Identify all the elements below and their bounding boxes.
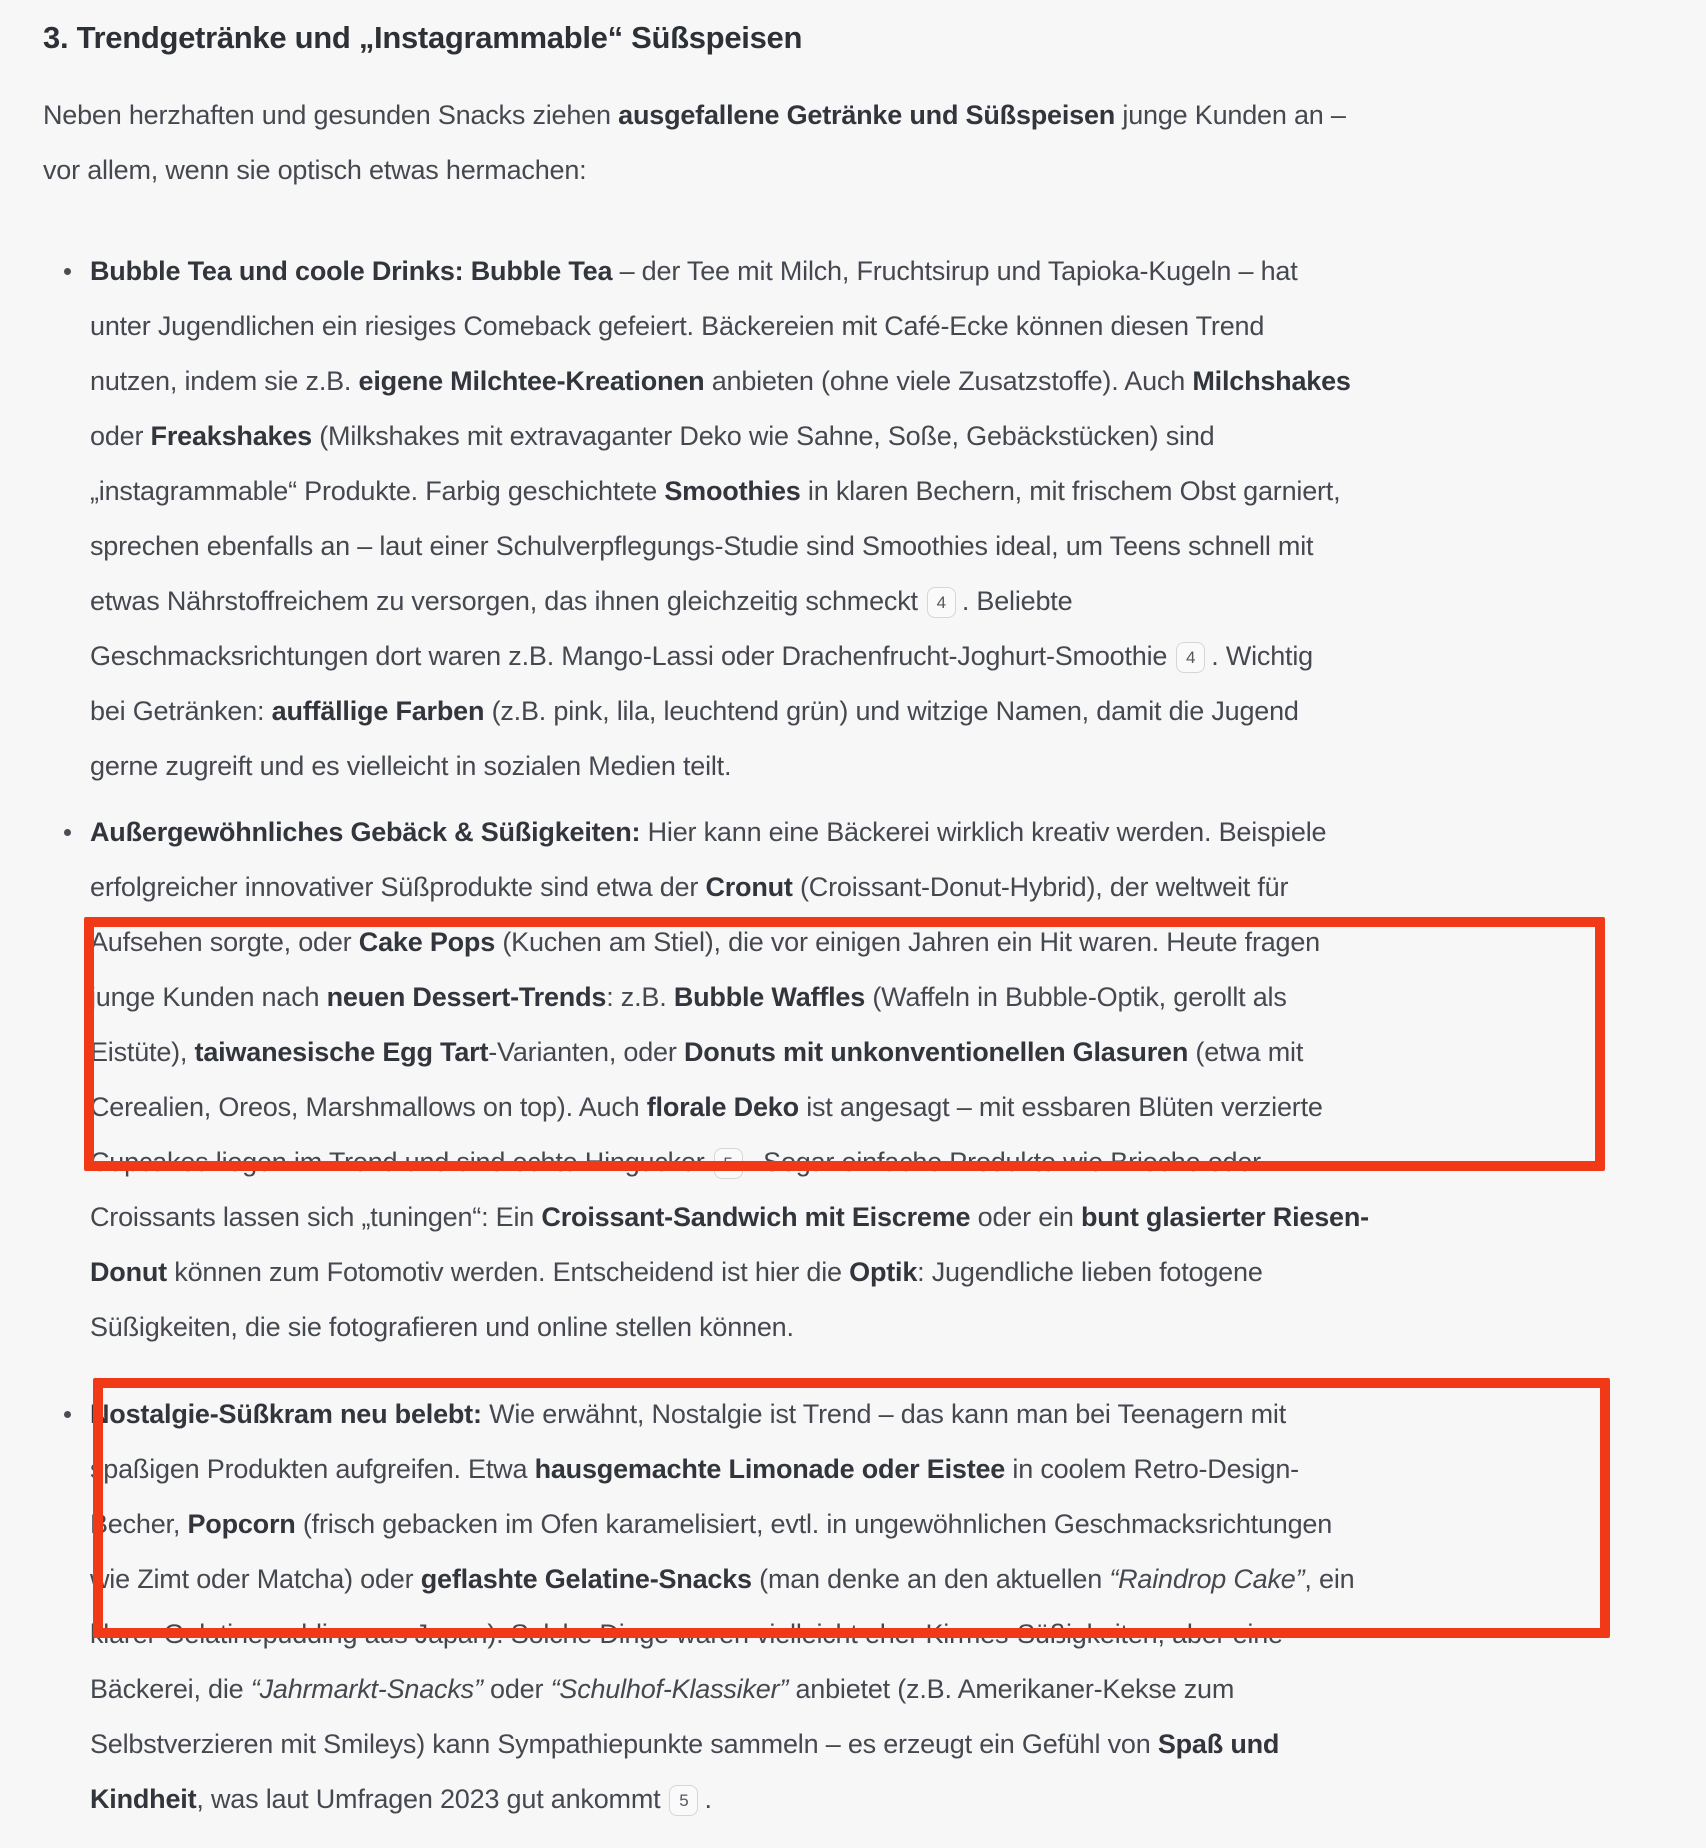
- list-item-bubble-tea: [43, 244, 1503, 794]
- text-line: [90, 684, 1503, 739]
- bullet-list: [43, 244, 1503, 1827]
- text-line: [90, 1190, 1503, 1245]
- text-run: in coolem Retro-Design-: [1005, 1454, 1299, 1484]
- citation-badge[interactable]: 4: [927, 587, 956, 618]
- italic-text: “Schulhof-Klassiker”: [550, 1674, 789, 1704]
- text-run: – der Tee mit Milch, Fruchtsirup und Tapioka-Kugeln – hat: [612, 256, 1298, 286]
- text-run: Becher,: [90, 1509, 188, 1539]
- text-line: [90, 464, 1503, 519]
- text-line: [90, 1387, 1503, 1442]
- text-line: [90, 1135, 1503, 1190]
- section-heading: 3. Trendgetränke und „Instagrammable“ Süßspeisen: [43, 20, 803, 55]
- citation-badge[interactable]: 5: [714, 1148, 743, 1179]
- list-item-gebaeck: [43, 805, 1503, 1355]
- text-run: unter Jugendlichen ein riesiges Comeback gefeiert. Bäckereien mit Café-Ecke können diesen Trend: [90, 311, 1265, 341]
- citation-badge[interactable]: 5: [669, 1785, 698, 1816]
- list-item-text: [90, 244, 1503, 794]
- list-item-nostalgie: [43, 1387, 1503, 1827]
- text-line: [90, 1552, 1503, 1607]
- text-line: [90, 1662, 1503, 1717]
- text-run: nutzen, indem sie z.B.: [90, 366, 359, 396]
- text-run: „instagrammable“ Produkte. Farbig geschichtete: [90, 476, 665, 506]
- text-run: ist angesagt – mit essbaren Blüten verzierte: [798, 1092, 1323, 1122]
- text-run: Wie erwähnt, Nostalgie ist Trend – das kann man bei Teenagern mit: [481, 1399, 1287, 1429]
- bold-text: taiwanesische Egg Tart: [194, 1037, 489, 1067]
- text-run: Geschmacksrichtungen dort waren z.B. Mango-Lassi oder Drachenfrucht-Joghurt-Smoothie: [90, 641, 1168, 671]
- text-line: [90, 1300, 1503, 1355]
- text-run: : Jugendliche lieben fotogene: [917, 1257, 1263, 1287]
- text-run: können zum Fotomotiv werden. Entscheidend ist hier die: [166, 1257, 850, 1287]
- bold-text: auffällige Farben: [271, 696, 485, 726]
- bullet-icon: [64, 268, 71, 275]
- list-item-text: [90, 805, 1503, 1355]
- text-run: .: [704, 1784, 712, 1814]
- bold-text: eigene Milchtee-Kreationen: [358, 366, 705, 396]
- text-run: Neben herzhaften und gesunden Snacks ziehen: [43, 100, 619, 130]
- text-line: [90, 1025, 1503, 1080]
- text-run: (Waffeln in Bubble-Optik, gerollt als: [865, 982, 1287, 1012]
- text-run: Aufsehen sorgte, oder: [90, 927, 359, 957]
- text-run: -Varianten, oder: [488, 1037, 684, 1067]
- text-run: oder: [482, 1674, 551, 1704]
- bold-text: Popcorn: [187, 1509, 296, 1539]
- text-run: junge Kunden nach: [90, 982, 327, 1012]
- bold-text: Cronut: [705, 872, 793, 902]
- list-item-text: [90, 1387, 1503, 1827]
- text-line: [90, 1772, 1503, 1827]
- bold-text: Donuts mit unkonventionellen Glasuren: [683, 1037, 1189, 1067]
- text-run: vor allem, wenn sie optisch etwas hermachen:: [43, 155, 587, 185]
- text-line: [90, 739, 1503, 794]
- text-line: [43, 88, 1503, 143]
- text-run: anbietet (z.B. Amerikaner-Kekse zum: [788, 1674, 1235, 1704]
- text-line: [90, 519, 1503, 574]
- text-line: [90, 574, 1503, 629]
- text-line: [90, 915, 1503, 970]
- text-line: [90, 970, 1503, 1025]
- text-line: [90, 1080, 1503, 1135]
- bold-text: florale Deko: [646, 1092, 799, 1122]
- text-run: (Kuchen am Stiel), die vor einigen Jahren ein Hit waren. Heute fragen: [495, 927, 1320, 957]
- bold-text: Bubble Tea und coole Drinks: Bubble Tea: [90, 256, 613, 286]
- bullet-icon: [64, 1411, 71, 1418]
- bold-text: Donut: [90, 1257, 167, 1287]
- text-run: : z.B.: [606, 982, 674, 1012]
- text-run: . Beliebte: [961, 586, 1073, 616]
- text-run: in klaren Bechern, mit frischem Obst garniert,: [800, 476, 1341, 506]
- bold-text: Cake Pops: [358, 927, 496, 957]
- text-run: , was laut Umfragen 2023 gut ankommt: [196, 1784, 661, 1814]
- text-run: . Wichtig: [1211, 641, 1313, 671]
- text-run: Hier kann eine Bäckerei wirklich kreativ werden. Beispiele: [640, 817, 1327, 847]
- text-line: [90, 1717, 1503, 1772]
- bold-text: hausgemachte Limonade oder Eistee: [534, 1454, 1006, 1484]
- text-run: Cupcakes liegen im Trend und sind echte Hingucker: [90, 1147, 705, 1177]
- text-run: bei Getränken:: [90, 696, 272, 726]
- bold-text: bunt glasierter Riesen-: [1080, 1202, 1369, 1232]
- text-run: , ein: [1304, 1564, 1355, 1594]
- text-run: sprechen ebenfalls an – laut einer Schulverpflegungs-Studie sind Smoothies ideal, um Teens schnell mit: [90, 531, 1314, 561]
- text-run: (z.B. pink, lila, leuchtend grün) und witzige Namen, damit die Jugend: [484, 696, 1299, 726]
- bold-text: Bubble Waffles: [673, 982, 866, 1012]
- bold-text: Optik: [849, 1257, 918, 1287]
- text-run: Croissants lassen sich „tuningen“: Ein: [90, 1202, 542, 1232]
- text-run: anbieten (ohne viele Zusatzstoffe). Auch: [704, 366, 1193, 396]
- text-run: (man denke an den aktuellen: [751, 1564, 1110, 1594]
- text-run: Cerealien, Oreos, Marshmallows on top). Auch: [90, 1092, 647, 1122]
- text-line: [90, 629, 1503, 684]
- bold-text: Spaß und: [1157, 1729, 1280, 1759]
- text-run: wie Zimt oder Matcha) oder: [90, 1564, 421, 1594]
- text-run: spaßigen Produkten aufgreifen. Etwa: [90, 1454, 535, 1484]
- text-run: Bäckerei, die: [90, 1674, 251, 1704]
- text-run: oder: [90, 421, 151, 451]
- text-run: erfolgreicher innovativer Süßprodukte sind etwa der: [90, 872, 706, 902]
- bold-text: Kindheit: [90, 1784, 197, 1814]
- text-line: [90, 805, 1503, 860]
- text-line: [90, 409, 1503, 464]
- text-run: (Croissant-Donut-Hybrid), der weltweit für: [792, 872, 1289, 902]
- text-run: gerne zugreift und es vielleicht in sozialen Medien teilt.: [90, 751, 732, 781]
- bold-text: ausgefallene Getränke und Süßspeisen: [618, 100, 1116, 130]
- text-run: Selbstverzieren mit Smileys) kann Sympathiepunkte sammeln – es erzeugt ein Gefühl von: [90, 1729, 1158, 1759]
- bold-text: Freakshakes: [150, 421, 312, 451]
- text-run: Eistüte),: [90, 1037, 195, 1067]
- bold-text: Außergewöhnliches Gebäck & Süßigkeiten:: [90, 817, 641, 847]
- text-line: [90, 244, 1503, 299]
- text-run: oder ein: [970, 1202, 1081, 1232]
- italic-text: “Raindrop Cake”: [1109, 1564, 1305, 1594]
- intro-paragraph: [43, 88, 1503, 198]
- bullet-icon: [64, 829, 71, 836]
- text-line: [90, 1245, 1503, 1300]
- text-line: [90, 860, 1503, 915]
- text-run: (etwa mit: [1188, 1037, 1304, 1067]
- text-line: [43, 143, 1503, 198]
- text-run: junge Kunden an –: [1115, 100, 1346, 130]
- italic-text: “Jahrmarkt-Snacks”: [250, 1674, 483, 1704]
- text-run: etwas Nährstoffreichem zu versorgen, das ihnen gleichzeitig schmeckt: [90, 586, 918, 616]
- bold-text: Nostalgie-Süßkram neu belebt:: [90, 1399, 482, 1429]
- text-line: [90, 1442, 1503, 1497]
- citation-badge[interactable]: 4: [1176, 642, 1205, 673]
- text-line: [90, 299, 1503, 354]
- text-run: (frisch gebacken im Ofen karamelisiert, evtl. in ungewöhnlichen Geschmacksrichtungen: [295, 1509, 1333, 1539]
- bold-text: neuen Dessert-Trends: [326, 982, 607, 1012]
- text-run: . Sogar einfache Produkte wie Brioche oder: [748, 1147, 1261, 1177]
- text-run: klarer Gelatinepudding aus Japan). Solche Dinge waren vielleicht eher Kirmes-Süßigkeiten, aber eine: [90, 1619, 1283, 1649]
- bold-text: Smoothies: [664, 476, 801, 506]
- text-line: [90, 1607, 1503, 1662]
- text-line: [90, 1497, 1503, 1552]
- text-line: [90, 354, 1503, 409]
- bold-text: Croissant-Sandwich mit Eiscreme: [541, 1202, 971, 1232]
- bold-text: geflashte Gelatine-Snacks: [420, 1564, 752, 1594]
- text-run: (Milkshakes mit extravaganter Deko wie Sahne, Soße, Gebäckstücken) sind: [311, 421, 1215, 451]
- text-run: Süßigkeiten, die sie fotografieren und online stellen können.: [90, 1312, 794, 1342]
- bold-text: Milchshakes: [1192, 366, 1351, 396]
